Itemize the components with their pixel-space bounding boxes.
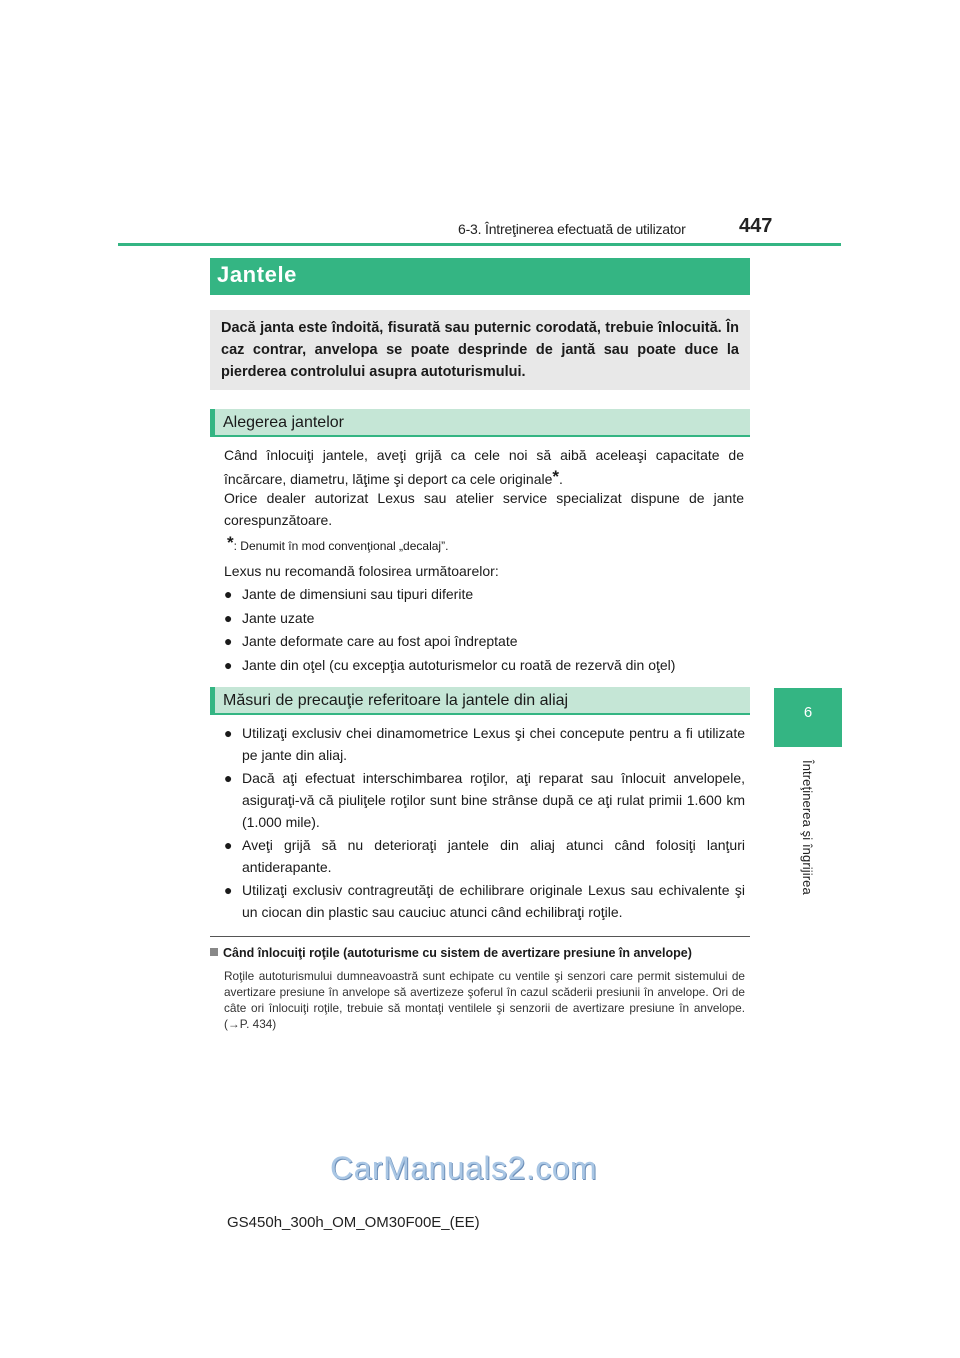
list-item: ● Utilizaţi exclusiv chei dinamometrice Lexus şi chei concepute pentru a fi utilizate pe jante din aliaj. [224,722,745,766]
header-rule [118,243,841,246]
bullet-icon: ● [224,586,233,602]
bullet-icon: ● [224,882,233,898]
section-heading-choosing-wheels: Alegerea jantelor [223,414,344,431]
chapter-number: 6 [803,704,813,721]
list-item: ● Jante din oţel (cu excepţia autoturismelor cu roată de rezervă din oţel) [224,654,745,676]
watermark-logo: CarManuals2.com [330,1150,598,1186]
document-code: GS450h_300h_OM_OM30F00E_(EE) [227,1214,480,1231]
note-body: Roţile autoturismului dumneavoastră sunt echipate cu ventile şi senzori care permit sistemului de avertizare presiune în anvelope să avertizeze şoferul în cazul scăderii presiunii în anvelope. Ori de câte ori înlocuiţi roţile, trebuie să montaţi ventilele şi senzorii de avertizare presiune în anvelope. (→P. 434) [224,969,745,1031]
list-item: ● Jante uzate [224,607,745,629]
intro-text: Dacă janta este îndoită, fisurată sau puternic corodată, trebuie înlocuită. În caz contrar, anvelopa se poate desprinde de jantă sau poate duce la pierderea controlului asupra autoturismului. [221,320,739,380]
chapter-label: Întreţinerea şi îngrijirea [800,760,815,895]
bullet-icon: ● [224,633,233,649]
section-heading-accent [210,687,215,715]
section-heading-accent [210,409,215,437]
note-heading-text: Când înlocuiţi roţile (autoturisme cu sistem de avertizare presiune în anvelope) [223,946,692,960]
bullet-icon: ● [224,837,233,853]
footnote [227,533,448,553]
list-item: ● Jante de dimensiuni sau tipuri diferite [224,583,745,605]
note-rule [210,936,750,937]
paragraph-replacement-text: Când înlocuiţi jantele, aveţi grijă ca cele noi să aibă aceleaşi capacitate de încărcare, diametru, lăţime şi deport ca cele originale [224,447,744,487]
bullet-icon: ● [224,725,233,741]
list-item: ● Jante deformate care au fost apoi îndreptate [224,630,745,652]
section-heading-alloy-precautions: Măsuri de precauţie referitoare la jantele din aliaj [223,692,569,709]
paragraph-lead: Lexus nu recomandă folosirea următoarelor: [224,563,499,579]
page-number: 447 [739,215,773,237]
footnote-marker: * [552,467,560,486]
note-heading [210,946,692,960]
bullet-icon: ● [224,770,233,786]
bullet-icon: ● [224,610,233,626]
footnote-star: * [227,533,234,552]
list-item: ● Utilizaţi exclusiv contragreutăţi de echilibrare originale Lexus sau echivalente şi un ciocan din plastic sau cauciuc atunci când echilibraţi roţile. [224,879,745,923]
list-item: ● Dacă aţi efectuat interschimbarea roţilor, aţi reparat sau înlocuit anvelopele, asiguraţi-vă că piuliţele roţilor sunt bine strânse după ce aţi rulat primii 1.600 km (1.000 mile). [224,767,745,833]
paragraph-replacement-end: . [559,471,563,487]
list-item: ● Aveţi grijă să nu deterioraţi jantele din aliaj atunci când folosiţi lanţuri antiderapante. [224,834,745,878]
page-title: Jantele [217,262,298,287]
square-bullet-icon [210,948,218,956]
bullet-icon: ● [224,657,233,673]
running-header-section: 6-3. Întreţinerea efectuată de utilizator [458,221,686,237]
paragraph-replacement [224,444,744,490]
paragraph-dealer: Orice dealer autorizat Lexus sau atelier service specializat dispune de jante corespunzătoare. [224,490,744,528]
footnote-text: : Denumit în mod convenţional „decalaj”. [233,539,449,553]
